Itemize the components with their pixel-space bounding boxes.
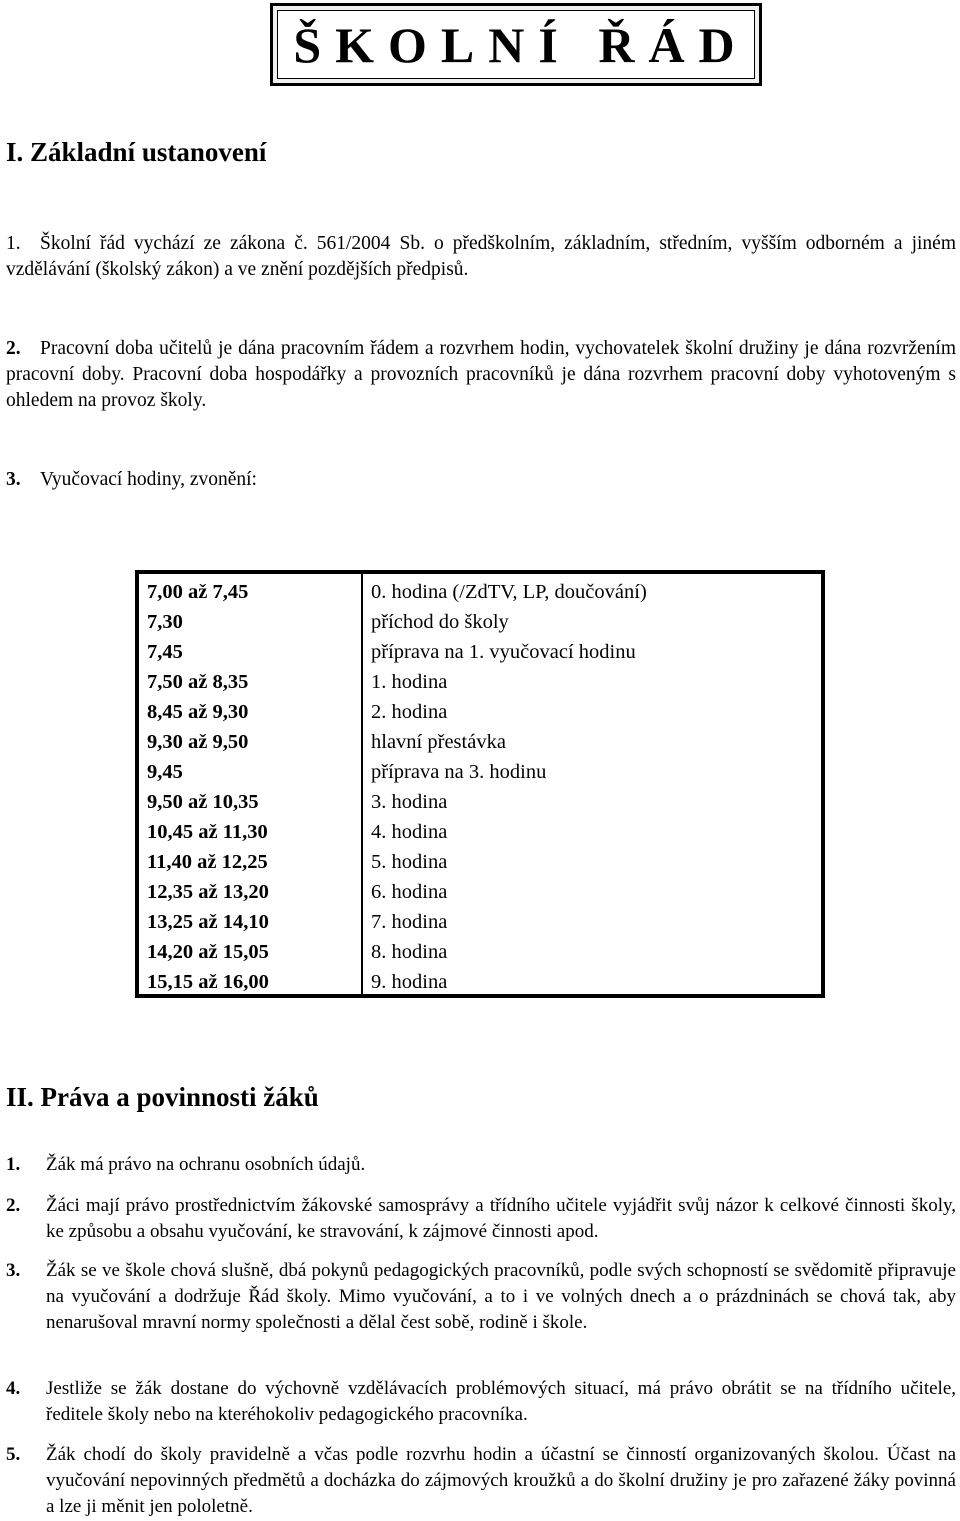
section-2-item-1 [6, 1152, 956, 1178]
schedule-row [139, 967, 821, 997]
schedule-row [139, 937, 821, 967]
item-number: 2. [6, 338, 21, 359]
schedule-time: 13,25 až 14,10 [147, 911, 269, 933]
schedule-row [139, 907, 821, 937]
schedule-time: 9,30 až 9,50 [147, 731, 249, 753]
item-text: Jestliže se žák dostane do výchovně vzdělávacích problémových situací, má právo obrátit se na třídního učitele, ředitele školy nebo na kteréhokoliv pedagogického pracovníka. [46, 1378, 956, 1425]
section-2-item-3 [6, 1258, 956, 1336]
schedule-event: 6. hodina [371, 881, 448, 903]
title-box-inner [277, 10, 755, 79]
schedule-event: 3. hodina [371, 791, 448, 813]
schedule-row [139, 577, 821, 607]
schedule-time: 7,30 [147, 611, 183, 633]
schedule-row [139, 757, 821, 787]
schedule-time: 15,15 až 16,00 [147, 971, 269, 993]
schedule-row [139, 667, 821, 697]
schedule-time: 7,00 až 7,45 [147, 581, 249, 603]
schedule-time: 9,50 až 10,35 [147, 791, 259, 813]
schedule-event: příprava na 1. vyučovací hodinu [371, 641, 636, 663]
schedule-event: 8. hodina [371, 941, 448, 963]
section-2-heading: II. Práva a povinnosti žáků [6, 1082, 319, 1112]
schedule-row [139, 847, 821, 877]
schedule-time: 7,50 až 8,35 [147, 671, 249, 693]
schedule-event: 7. hodina [371, 911, 448, 933]
schedule-time: 8,45 až 9,30 [147, 701, 249, 723]
section-2-item-5 [6, 1442, 956, 1520]
section-2-item-2 [6, 1193, 956, 1245]
schedule-event: 4. hodina [371, 821, 448, 843]
section-1-item-3-text: Vyučovací hodiny, zvonění: [40, 469, 257, 490]
schedule-row [139, 637, 821, 667]
schedule-time: 7,45 [147, 641, 183, 663]
item-number: 3. [6, 469, 21, 490]
document-title: ŠKOLNÍ ŘÁD [293, 16, 749, 73]
section-2-item-4 [6, 1376, 956, 1428]
schedule-time: 14,20 až 15,05 [147, 941, 269, 963]
item-number: 1. [6, 233, 21, 254]
schedule-event: 5. hodina [371, 851, 448, 873]
item-number: 2. [6, 1195, 21, 1216]
item-text: Žák se ve škole chová slušně, dbá pokynů pedagogických pracovníků, podle svých schopností se svědomitě připravuje na vyučování a dodržuje Řád školy. Mimo vyučování, a to i ve volných dnech a o prázdninách se chová tak, aby nenarušoval mravní normy společnosti a dělal čest sobě, rodině i škole. [46, 1260, 956, 1333]
section-1-item-2-text: Pracovní doba učitelů je dána pracovním řádem a rozvrhem hodin, vychovatelek školní družiny je dána rozvržením pracovní doby. Pracovní doba hospodářky a provozních pracovníků je dána rozvrhem pracovní doby vyhotoveným s ohledem na provoz školy. [6, 338, 956, 411]
item-text: Žáci mají právo prostřednictvím žákovské samosprávy a třídního učitele vyjádřit svůj názor k celkové činnosti školy, ke způsobu a obsahu vyučování, ke stravování, k zájmové činnosti apod. [46, 1195, 956, 1242]
schedule-time: 9,45 [147, 761, 183, 783]
schedule-time: 12,35 až 13,20 [147, 881, 269, 903]
schedule-row [139, 817, 821, 847]
schedule-row [139, 697, 821, 727]
item-number: 3. [6, 1260, 21, 1281]
schedule-event: 2. hodina [371, 701, 448, 723]
schedule-time: 11,40 až 12,25 [147, 851, 268, 873]
item-number: 5. [6, 1444, 21, 1465]
bell-schedule-table [135, 570, 825, 998]
schedule-event: 0. hodina (/ZdTV, LP, doučování) [371, 581, 647, 603]
schedule-row [139, 787, 821, 817]
section-1-item-1-text: Školní řád vychází ze zákona č. 561/2004 Sb. o předškolním, základním, středním, vyšším odborném a jiném vzdělávání (školský zákon) a ve znění pozdějších předpisů. [6, 233, 956, 280]
schedule-event: příprava na 3. hodinu [371, 761, 547, 783]
item-text: Žák chodí do školy pravidelně a včas podle rozvrhu hodin a účastní se činností organizovaných školou. Účast na vyučování nepovinných předmětů a docházka do zájmových kroužků a do školní družiny je pro zařazené žáky povinná a lze ji měnit jen pololetně. [46, 1444, 956, 1517]
item-text: Žák má právo na ochranu osobních údajů. [46, 1154, 366, 1175]
schedule-row [139, 727, 821, 757]
title-box [270, 3, 762, 86]
schedule-event: hlavní přestávka [371, 731, 506, 753]
schedule-event: 1. hodina [371, 671, 448, 693]
schedule-time: 10,45 až 11,30 [147, 821, 268, 843]
schedule-row [139, 877, 821, 907]
item-number: 1. [6, 1154, 21, 1175]
item-number: 4. [6, 1378, 21, 1399]
schedule-event: příchod do školy [371, 611, 509, 633]
schedule-row [139, 607, 821, 637]
schedule-event: 9. hodina [371, 971, 448, 993]
section-1-heading: I. Základní ustanovení [6, 137, 267, 167]
